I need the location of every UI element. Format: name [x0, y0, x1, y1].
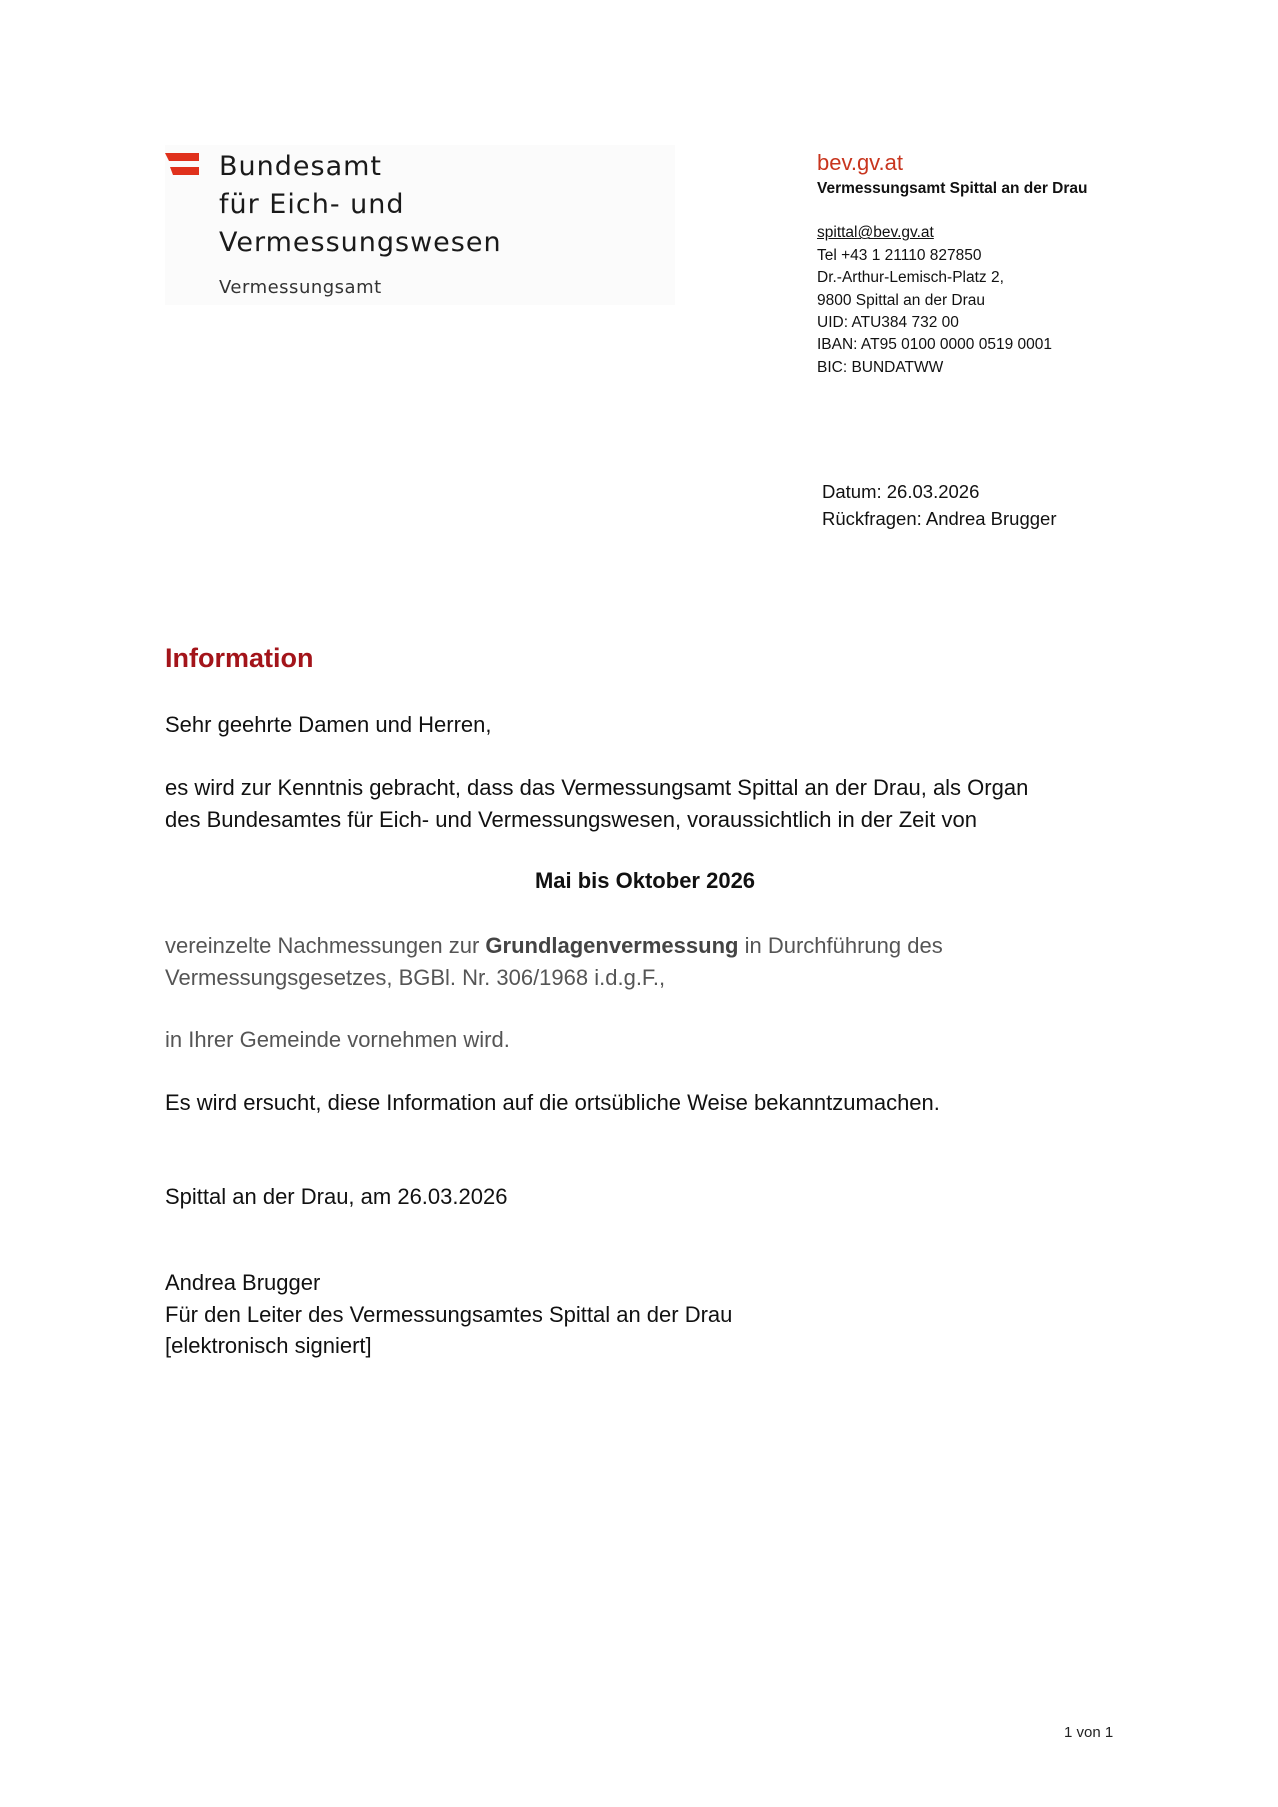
address-line-2: 9800 Spittal an der Drau: [817, 291, 986, 309]
bic-code: BIC: BUNDATWW: [817, 358, 944, 376]
phone-number: Tel +43 1 21110 827850: [817, 246, 982, 264]
austrian-flag-logo-icon: [165, 153, 199, 179]
measurement-bold-term: Grundlagenvermessung: [485, 933, 739, 958]
measurement-pre: vereinzelte Nachmessungen zur: [165, 933, 486, 958]
contact-block: [817, 148, 1157, 379]
letter-date: Datum: 26.03.2026: [822, 481, 980, 502]
measurement-paragraph: [165, 930, 1125, 993]
intro-line-1: es wird zur Kenntnis gebracht, dass das Vermessungsamt Spittal an der Drau, als Organ: [165, 775, 1029, 800]
community-paragraph: in Ihrer Gemeinde vornehmen wird.: [165, 1027, 510, 1052]
signer-role: Für den Leiter des Vermessungsamtes Spittal an der Drau: [165, 1301, 733, 1327]
intro-line-2: des Bundesamtes für Eich- und Vermessungswesen, voraussichtlich in der Zeit von: [165, 806, 977, 832]
logo-text-line-1: Bundesamt: [219, 151, 382, 182]
measurement-line-2: Vermessungsgesetzes, BGBl. Nr. 306/1968 i.d.g.F.,: [165, 964, 666, 990]
survey-period: Mai bis Oktober 2026: [534, 868, 756, 893]
signer-name: Andrea Brugger: [165, 1270, 321, 1295]
office-name: Vermessungsamt Spittal an der Drau: [817, 180, 1088, 197]
address-line-1: Dr.-Arthur-Lemisch-Platz 2,: [817, 269, 1004, 287]
place-and-date: Spittal an der Drau, am 26.03.2026: [165, 1184, 508, 1209]
inquiries-contact: Rückfragen: Andrea Brugger: [822, 508, 1057, 529]
salutation: Sehr geehrte Damen und Herren,: [165, 712, 492, 737]
iban-number: IBAN: AT95 0100 0000 0519 0001: [817, 336, 1052, 354]
intro-paragraph: [165, 772, 1125, 835]
date-block: [822, 478, 1056, 532]
email-link[interactable]: spittal@bev.gv.at: [817, 224, 934, 242]
signature-note: [elektronisch signiert]: [165, 1333, 372, 1358]
uid-number: UID: ATU384 732 00: [817, 314, 959, 332]
measurement-post: in Durchführung des: [738, 933, 943, 958]
signature-block: [165, 1267, 1125, 1362]
measurement-line-1: [165, 930, 1125, 962]
website-link[interactable]: bev.gv.at: [817, 150, 904, 175]
page-number: 1 von 1: [1064, 1724, 1114, 1741]
logo-subtitle: Vermessungsamt: [219, 277, 382, 298]
logo-text-line-2: für Eich- und: [219, 189, 405, 220]
logo-text-line-3: Vermessungswesen: [219, 227, 502, 258]
request-paragraph: Es wird ersucht, diese Information auf die ortsübliche Weise bekanntzumachen.: [165, 1090, 940, 1115]
letter-heading: Information: [165, 643, 314, 673]
